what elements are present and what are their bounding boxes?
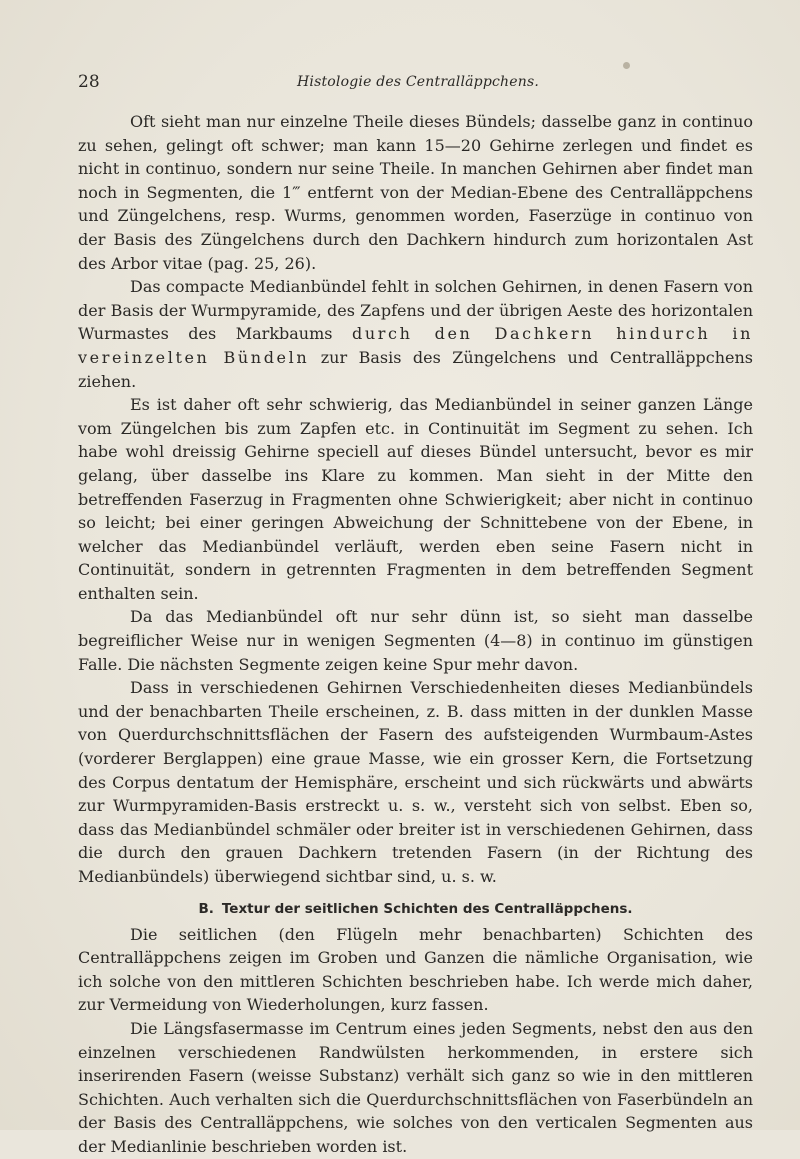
paragraph-5: Dass in verschiedenen Gehirnen Verschiedenheiten dieses Medianbündels und der benachbarten Theile erscheinen, z. B. dass mitten in der dunklen Masse von Querdurchschnittsflächen der Fasern des aufsteigenden Wurmbaum-Astes (vorderer Berglappen) eine graue Masse, wie ein grosser Kern, die Fortsetzung des Corpus dentatum der Hemisphäre, erscheint und sich rückwärts und abwärts zur Wurmpyramiden-Basis erstreckt u. s. w., versteht sich von selbst. Eben so, dass das Medianbündel schmäler oder breiter ist in verschiedenen Gehirnen, dass die durch den grauen Dachkern tretenden Fasern (in der Richtung des Medianbündels) überwiegend sichtbar sind, u. s. w.: [78, 678, 753, 886]
paragraph-2: [78, 275, 753, 393]
paragraph-2-spaced-emphasis: durch den Dachkern hindurch in vereinzelten Bündeln: [78, 324, 753, 367]
paragraph-4: Da das Medianbündel oft nur sehr dünn ist, so sieht man dasselbe begreiflicher Weise nur in wenigen Segmenten (4—8) in continuo im günstigen Falle. Die nächsten Segmente zeigen keine Spur mehr davon.: [78, 607, 753, 674]
body-text: [78, 110, 753, 1159]
page-number: 28: [78, 72, 100, 92]
section-number: B.: [198, 900, 214, 917]
paragraph-6: Die seitlichen (den Flügeln mehr benachbarten) Schichten des Centralläppchens zeigen im Groben und Ganzen die nämliche Organisation, wie ich solche von den mittleren Schichten beschrieben habe. Ich werde mich daher, zur Vermeidung von Wiederholungen, kurz fassen.: [78, 924, 753, 1015]
paragraph-3: Es ist daher oft sehr schwierig, das Medianbündel in seiner ganzen Länge vom Züngelchen bis zum Zapfen etc. in Continuität im Segment zu sehen. Ich habe wohl dreissig Gehirne speciell auf dieses Bündel untersucht, bevor es mir gelang, über dasselbe ins Klare zu kommen. Man sieht in der Mitte den betreffenden Faserzug in Fragmenten ohne Schwierigkeit; aber nicht in continuo so leicht; bei einer geringen Abweichung der Schnittebene von der Ebene, in welcher das Medianbündel verläuft, werden eben seine Fasern nicht in Continuität, sondern in getrennten Fragmenten in dem betreffenden Segment enthalten sein.: [78, 395, 753, 603]
ink-speck-decoration: [623, 62, 630, 69]
paragraph-1: Oft sieht man nur einzelne Theile dieses Bündels; dasselbe ganz in continuo zu sehen, gelingt oft schwer; man kann 15—20 Gehirne zerlegen und findet es nicht in continuo, sondern nur seine Theile. In manchen Gehirnen aber findet man noch in Segmenten, die 1‴ entfernt von der Median-Ebene des Centralläppchens und Züngelchens, resp. Wurms, genommen worden, Faserzüge in continuo von der Basis des Züngelchens durch den Dachkern hindurch zum horizontalen Ast des Arbor vitae (pag. 25, 26).: [78, 112, 753, 273]
paragraph-2-end: zur Basis des Züngelchens und Centralläppchens ziehen.: [78, 347, 754, 391]
paragraph-2-start: Das compacte Medianbündel fehlt in solchen Gehirnen, in denen Fasern von der Basis der Wurmpyramide, des Zapfens und der übrigen Aeste des horizontalen Wurmastes des Markbaums: [78, 277, 753, 344]
paragraph-7: Die Längsfasermasse im Centrum eines jeden Segments, nebst den aus den einzelnen verschiedenen Randwülsten herkommenden, in erstere sich inserirenden Fasern (weisse Substanz) verhält sich ganz so wie in den mittleren Schichten. Auch verhalten sich die Querdurchschnittsflächen von Faserbündeln an der Basis des Centralläppchens, wie solches von den verticalen Segmenten aus der Medianlinie beschrieben worden ist.: [78, 1018, 753, 1156]
section-heading: [78, 899, 753, 919]
page-header: [78, 72, 758, 94]
section-title: Textur der seitlichen Schichten des Centralläppchens.: [221, 900, 633, 917]
running-title: Histologie des Centralläppchens.: [297, 74, 539, 90]
